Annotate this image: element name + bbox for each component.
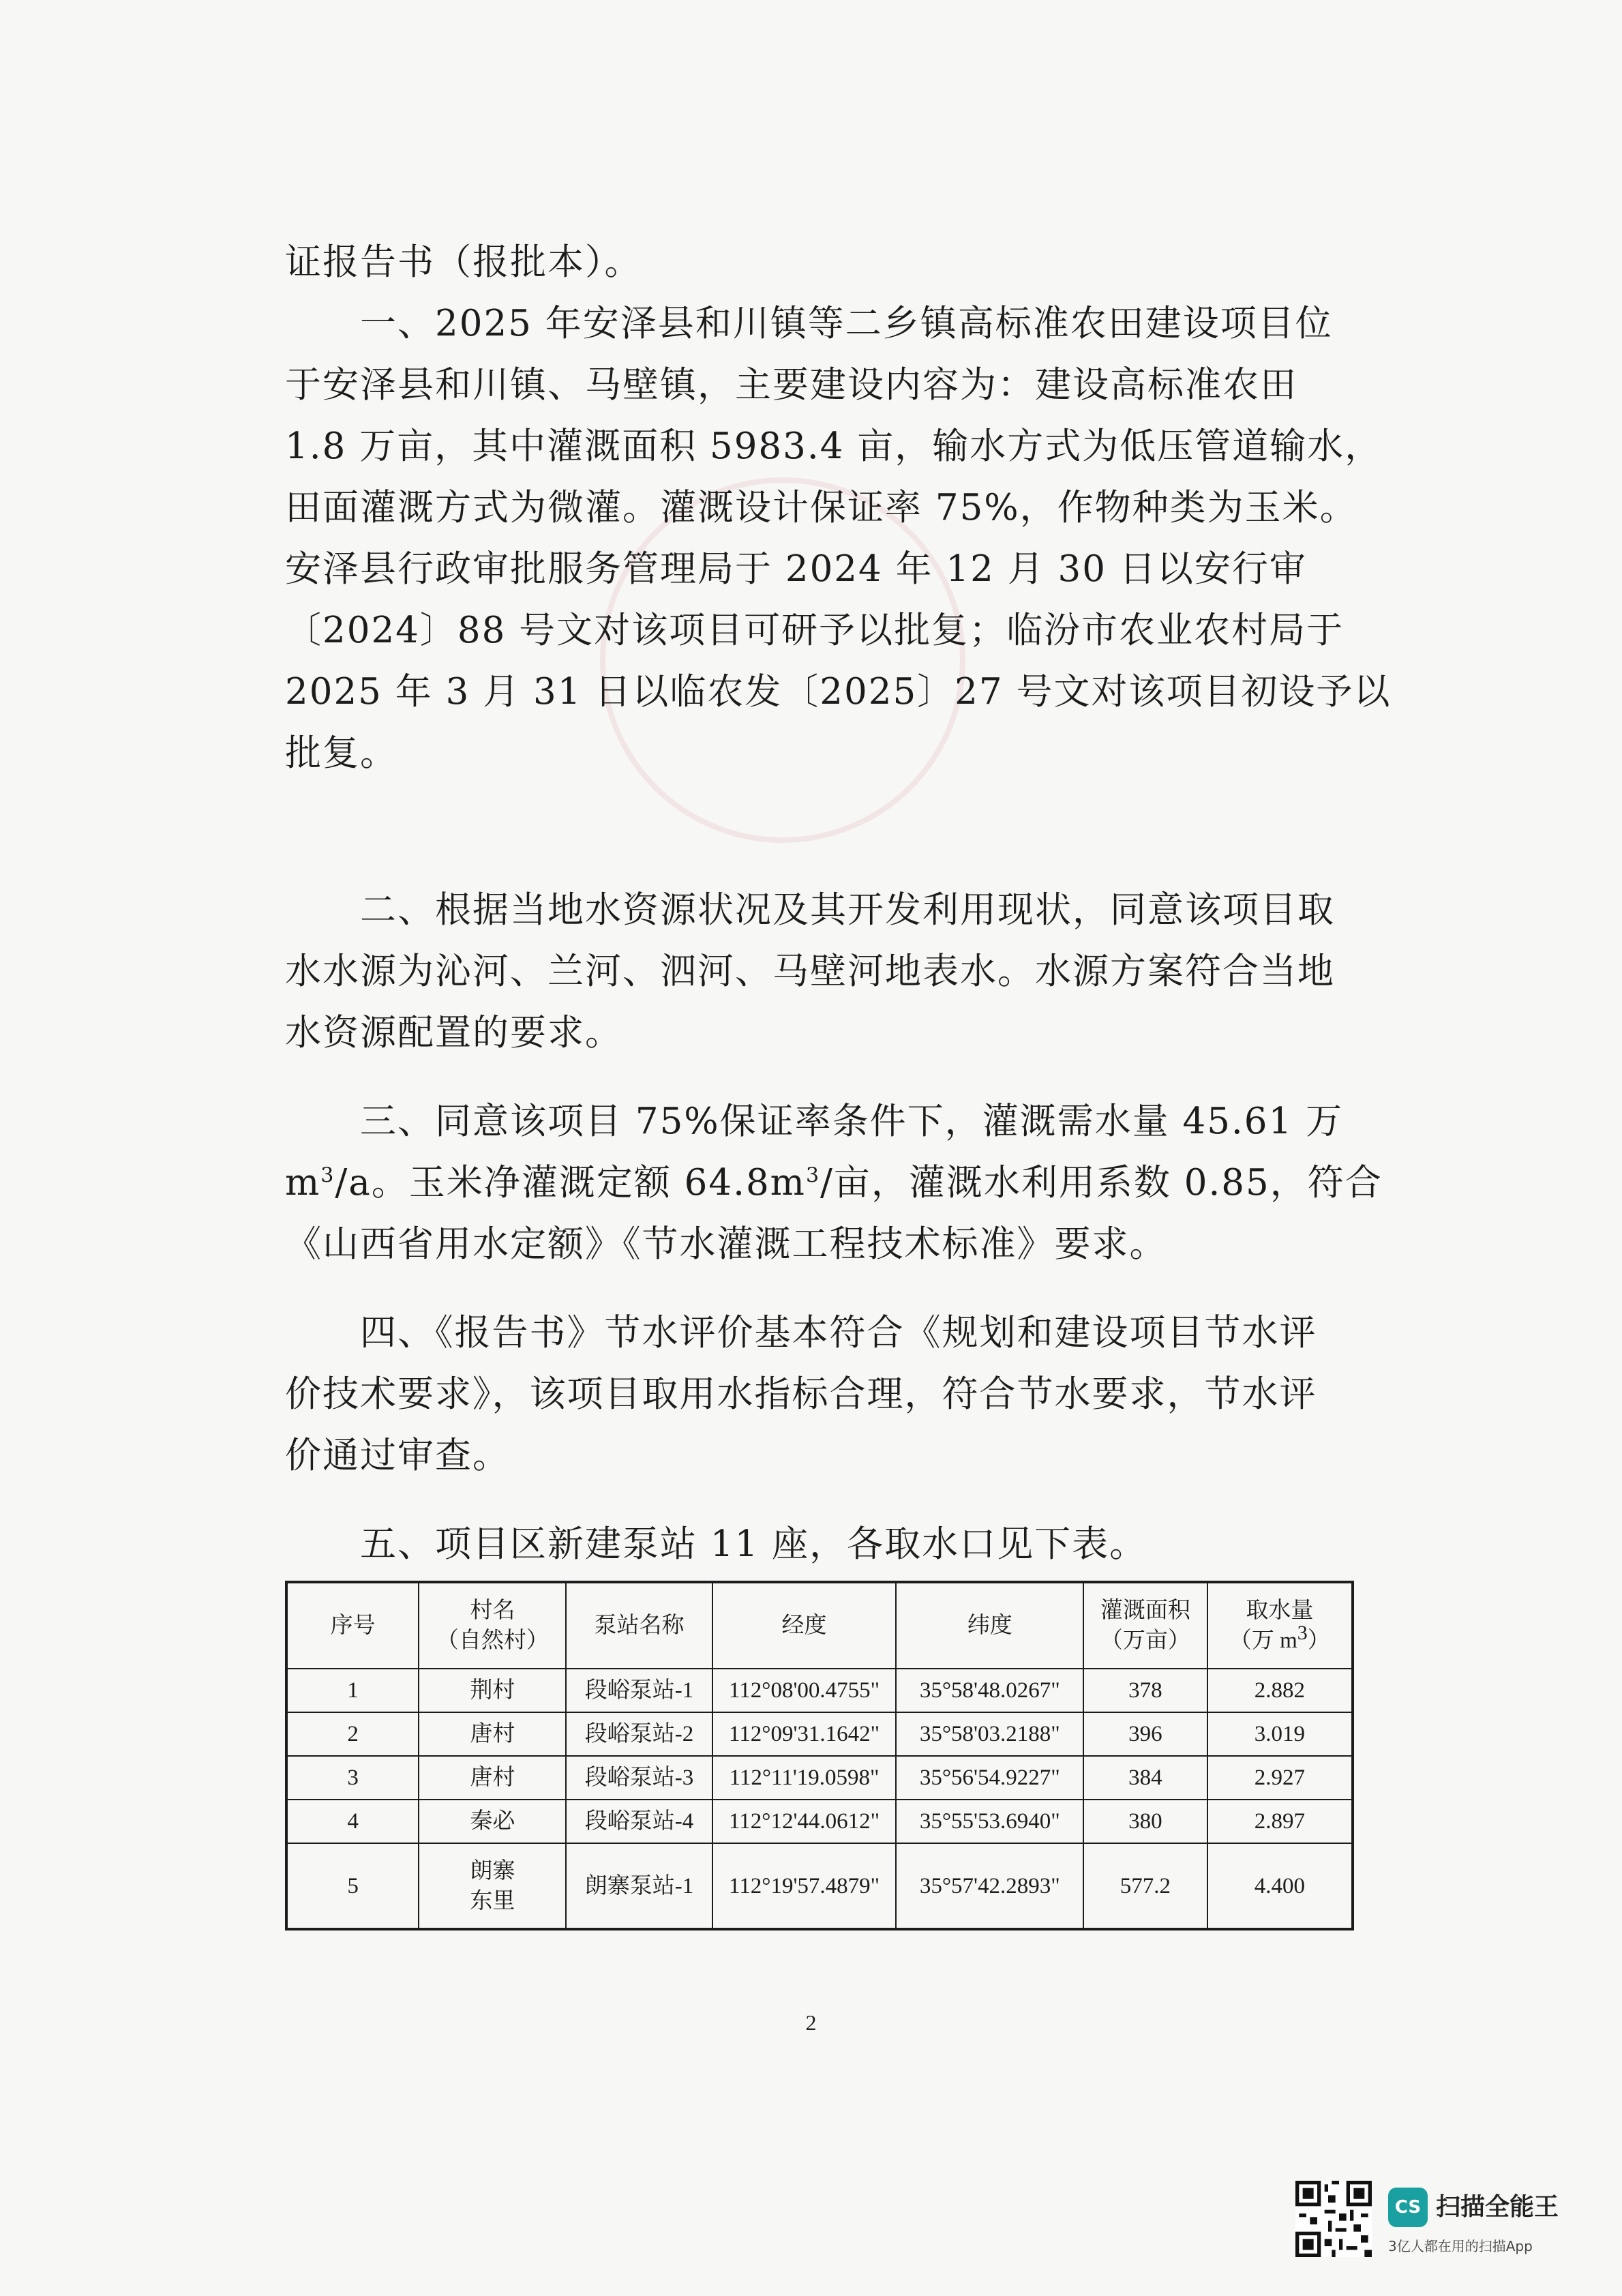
section-4-paragraph xyxy=(285,1302,1349,1487)
header-seq: 序号 xyxy=(286,1582,419,1669)
section-2-paragraph xyxy=(285,880,1349,1064)
cell-latitude: 35°58'03.2188" xyxy=(896,1712,1083,1756)
text-line: 水水源为沁河、兰河、泗河、马壁河地表水。水源方案符合当地 xyxy=(285,951,1335,992)
text-line: 二、根据当地水资源状况及其开发利用现状，同意该项目取 xyxy=(285,889,1335,931)
cell-volume: 4.400 xyxy=(1207,1843,1353,1929)
cell-seq: 4 xyxy=(286,1800,419,1843)
cell-latitude: 35°56'54.9227" xyxy=(896,1756,1083,1800)
cell-longitude: 112°19'57.4879" xyxy=(712,1843,897,1929)
cell-station: 朗寨泵站-1 xyxy=(566,1843,712,1929)
header-village: 村名 （自然村） xyxy=(419,1582,566,1669)
cell-volume: 2.882 xyxy=(1207,1669,1353,1712)
cell-station: 段峪泵站-2 xyxy=(566,1712,712,1756)
intro-line: 证报告书（报批本）。 xyxy=(285,241,642,283)
header-latitude: 纬度 xyxy=(896,1582,1083,1669)
text-line: $m^3/a$。玉米净灌溉定额 $64.8m^3/$亩，灌溉水利用系数 0.85，符合 xyxy=(285,1162,1383,1204)
section-1-paragraph xyxy=(285,293,1392,784)
page-number: 2 xyxy=(805,2010,817,2035)
section-3-paragraph xyxy=(285,1091,1383,1275)
scanner-brand-name: 扫描全能王 xyxy=(1436,2193,1559,2221)
text-line: 田面灌溉方式为微灌。灌溉设计保证率 75%，作物种类为玉米。 xyxy=(285,487,1357,528)
text-line: 安泽县行政审批服务管理局于 2024 年 12 月 30 日以安行审 xyxy=(285,548,1307,590)
cell-area: 380 xyxy=(1083,1800,1207,1843)
table-row xyxy=(286,1756,1353,1800)
header-longitude: 经度 xyxy=(712,1582,897,1669)
scanner-watermark xyxy=(1295,2181,1595,2269)
cell-area: 396 xyxy=(1083,1712,1207,1756)
text-line: 价技术要求》，该项目取用水指标合理，符合节水要求，节水评 xyxy=(285,1373,1317,1415)
text-line: 水资源配置的要求。 xyxy=(285,1012,622,1054)
text-line: 1.8 万亩，其中灌溉面积 5983.4 亩，输水方式为低压管道输水， xyxy=(285,426,1383,467)
cell-latitude: 35°57'42.2893" xyxy=(896,1843,1083,1929)
cell-volume: 2.927 xyxy=(1207,1756,1353,1800)
text-line: 批复。 xyxy=(285,732,397,774)
cell-village: 朗寨 东里 xyxy=(419,1843,566,1929)
section-5-paragraph xyxy=(285,1514,1349,1575)
text-line: 价通过审查。 xyxy=(285,1435,510,1476)
cell-volume: 3.019 xyxy=(1207,1712,1353,1756)
scanner-tagline: 3亿人都在用的扫描App xyxy=(1388,2238,1533,2254)
cell-station: 段峪泵站-1 xyxy=(566,1669,712,1712)
text-line: 五、项目区新建泵站 11 座，各取水口见下表。 xyxy=(285,1523,1147,1565)
text-line: 〔2024〕88 号文对该项目可研予以批复；临汾市农业农村局于 xyxy=(285,610,1345,651)
text-line: 一、2025 年安泽县和川镇等二乡镇高标准农田建设项目位 xyxy=(285,303,1333,344)
cell-seq: 3 xyxy=(286,1756,419,1800)
cell-station: 段峪泵站-4 xyxy=(566,1800,712,1843)
cell-village: 唐村 xyxy=(419,1756,566,1800)
cell-latitude: 35°55'53.6940" xyxy=(896,1800,1083,1843)
text-line: 四、《报告书》节水评价基本符合《规划和建设项目节水评 xyxy=(285,1312,1317,1354)
text-line: 《山西省用水定额》《节水灌溉工程技术标准》要求。 xyxy=(285,1223,1167,1265)
table-header-row xyxy=(286,1582,1353,1669)
cell-seq: 2 xyxy=(286,1712,419,1756)
cell-village: 秦必 xyxy=(419,1800,566,1843)
cell-village: 荆村 xyxy=(419,1669,566,1712)
text-line: 于安泽县和川镇、马壁镇，主要建设内容为：建设高标准农田 xyxy=(285,364,1297,406)
cell-area: 577.2 xyxy=(1083,1843,1207,1929)
header-area: 灌溉面积 （万亩） xyxy=(1083,1582,1207,1669)
cell-village: 唐村 xyxy=(419,1712,566,1756)
cell-longitude: 112°11'19.0598" xyxy=(712,1756,897,1800)
cell-volume: 2.897 xyxy=(1207,1800,1353,1843)
water-intake-table xyxy=(285,1581,1354,1930)
qr-code-icon xyxy=(1295,2181,1372,2257)
table-row xyxy=(286,1800,1353,1843)
text-line: 三、同意该项目 75%保证率条件下，灌溉需水量 45.61 万 xyxy=(285,1101,1344,1142)
table-row xyxy=(286,1669,1353,1712)
camscanner-logo-icon: CS xyxy=(1388,2188,1428,2227)
table-row xyxy=(286,1712,1353,1756)
header-volume: 取水量 （万 $m^3$） xyxy=(1207,1582,1353,1669)
cell-area: 378 xyxy=(1083,1669,1207,1712)
cell-longitude: 112°09'31.1642" xyxy=(712,1712,897,1756)
cell-longitude: 112°12'44.0612" xyxy=(712,1800,897,1843)
cell-latitude: 35°58'48.0267" xyxy=(896,1669,1083,1712)
table-row xyxy=(286,1843,1353,1929)
cell-seq: 1 xyxy=(286,1669,419,1712)
cell-area: 384 xyxy=(1083,1756,1207,1800)
header-station: 泵站名称 xyxy=(566,1582,712,1669)
cell-seq: 5 xyxy=(286,1843,419,1929)
cell-station: 段峪泵站-3 xyxy=(566,1756,712,1800)
cell-longitude: 112°08'00.4755" xyxy=(712,1669,897,1712)
text-line: 2025 年 3 月 31 日以临农发〔2025〕27 号文对该项目初设予以 xyxy=(285,671,1392,713)
